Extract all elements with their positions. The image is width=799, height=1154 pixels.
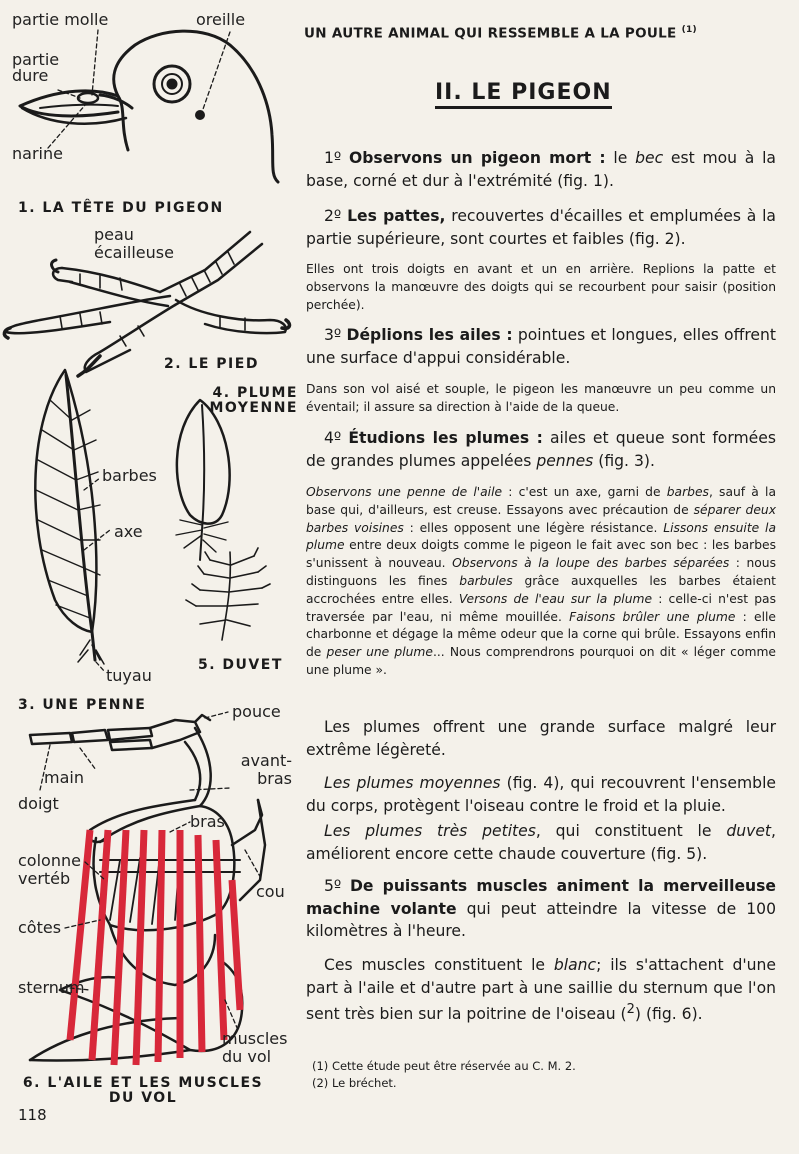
section-4-heading: Étudions les plumes : — [348, 429, 543, 447]
section-4 — [306, 427, 776, 472]
term-blanc: blanc — [553, 956, 597, 974]
section-3-text: pointues et longues, elles offrent une surface d'appui considérable. — [306, 326, 776, 367]
obs-segment: Observons à la loupe des barbes séparées — [452, 556, 730, 571]
section-2-number: 2º — [324, 207, 342, 225]
obs-segment: Lissons ensuite la plume — [306, 520, 776, 553]
paragraph-surface: Les plumes offrent une grande surface malgré leur extrême légèreté. — [306, 718, 776, 759]
section-5 — [306, 875, 776, 943]
obs-segment: : c'est un axe, garni de — [502, 485, 667, 499]
chapter-header-text: UN AUTRE ANIMAL QUI RESSEMBLE A LA POULE — [304, 25, 677, 42]
section-1-number: 1º — [324, 149, 342, 167]
section-1 — [306, 147, 776, 192]
footnote-ref-2: 2 — [626, 1002, 635, 1017]
paragraph-muscles-text-b: ; ils s'attachent d'une part à l'aile et d'autre part à une saillie du sternum que l'on sent très bien sur la poitrine de l'oiseau ( — [306, 956, 776, 1024]
obs-segment: peser une plume — [326, 645, 433, 660]
term-plumes-petites: Les plumes très petites — [324, 822, 536, 840]
obs-segment: : elles opposent une légère résistance. — [403, 520, 664, 535]
paragraph-plumes-petites-text-a: , qui constituent le — [535, 822, 727, 840]
caption-fig5: 5. DUVET — [198, 657, 283, 673]
section-2-text: recouvertes d'écailles et emplumées à la partie supérieure, sont courtes et faibles (fig. 2). — [306, 207, 776, 248]
label-avant-bras: avant-bras — [240, 751, 292, 788]
paragraph-plumes-petites — [306, 820, 776, 865]
obs-segment: ... Nous comprendrons pourquoi on dit « léger comme une plume ». — [306, 645, 776, 677]
section-1-heading: Observons un pigeon mort : — [349, 149, 606, 167]
label-oreille: oreille — [196, 10, 246, 29]
paragraph-muscles-text-a: Ces muscles constituent le — [324, 956, 554, 974]
paragraph-plumes-moyennes-text: (fig. 4), qui recouvrent l'ensemble du corps, protègent l'oiseau contre le froid et la pluie. — [306, 774, 776, 815]
label-narine: narine — [12, 144, 63, 163]
label-peau-ecailleuse: peau écailleuse — [94, 225, 174, 262]
chapter-header — [304, 25, 774, 42]
obs-segment: : nous distinguons les fines — [306, 556, 776, 588]
section-2 — [306, 205, 776, 250]
caption-fig4: 4. PLUME MOYENNE — [209, 385, 298, 416]
label-tuyau: tuyau — [106, 666, 152, 685]
plume-moyenne-drawing — [176, 400, 230, 560]
section-5-heading: De puissants muscles animent la merveilleuse machine volante — [306, 877, 776, 918]
obs-segment: entre deux doigts comme le pigeon le fait avec son bec : les barbes s'unissent à nouveau. — [306, 538, 776, 571]
caption-fig1: 1. LA TÊTE DU PIGEON — [18, 200, 224, 216]
illustration-column — [0, 0, 300, 1154]
section-2-heading: Les pattes, — [347, 207, 446, 225]
section-3-heading: Déplions les ailes : — [346, 326, 513, 344]
paragraph-plumes-petites-text-b: , améliorent encore cette chaude couverture (fig. 5). — [306, 822, 776, 863]
section-3-detail: Dans son vol aisé et souple, le pigeon les manœuvre un peu comme un éventail; il assure sa direction à l'aide de la queue. — [306, 382, 776, 414]
label-partie-dure: partie dure — [12, 50, 60, 85]
term-plumes-moyennes: Les plumes moyennes — [324, 774, 501, 792]
caption-fig2: 2. LE PIED — [164, 356, 259, 372]
label-axe: axe — [114, 522, 143, 541]
label-partie-molle: partie molle — [12, 10, 109, 29]
page-number: 118 — [18, 1106, 47, 1124]
obs-segment: Observons une penne de l'aile — [306, 485, 503, 499]
label-main: main — [44, 768, 84, 787]
section-5-number: 5º — [324, 877, 342, 895]
section-1-text-a: le — [605, 149, 636, 167]
term-duvet: duvet — [726, 822, 772, 840]
section-2-detail: Elles ont trois doigts en avant et un en arrière. Replions la patte et observons la manœuvre des doigts qui se recourbent pour saisir (position perchée). — [306, 262, 776, 312]
section-4-text-b: (fig. 3). — [593, 451, 655, 470]
label-sternum: sternum — [18, 978, 85, 997]
footnote-1: (1) Cette étude peut être réservée au C. M. 2. — [312, 1059, 576, 1073]
footnote-2: (2) Le bréchet. — [312, 1076, 397, 1090]
penne-feather-drawing — [35, 370, 104, 664]
label-bras: bras — [190, 812, 225, 831]
page-title: II. LE PIGEON — [435, 80, 612, 109]
obs-segment: , sauf à la base qui, d'ailleurs, est creuse. Essayons avec précaution de — [306, 485, 776, 517]
section-4-term-pennes: pennes — [536, 451, 594, 470]
obs-segment: : celle-ci n'est pas traversée par l'eau, ni même mouillée. — [306, 591, 776, 624]
section-4-number: 4º — [324, 429, 342, 447]
label-colonne-verteb: colonne vertéb — [18, 851, 81, 888]
section-4-text-a: ailes et queue sont formées de grandes plumes appelées — [306, 429, 776, 470]
caption-fig6: 6. L'AILE ET LES MUSCLES DU VOL — [22, 1075, 264, 1106]
obs-segment: Faisons brûler une plume — [569, 609, 736, 624]
obs-segment: grâce auxquelles les barbes étaient accrochées entre elles. — [306, 573, 776, 606]
obs-segment: barbules — [459, 573, 513, 588]
section-1-term-bec: bec — [635, 149, 664, 167]
obs-segment: séparer deux barbes voisines — [306, 502, 776, 535]
obs-segment: : elle charbonne et dégage la même odeur que la corne qui brûle. Essayons enfin de — [306, 609, 776, 660]
section-5-text: qui peut atteindre la vitesse de 100 kilomètres à l'heure. — [306, 899, 776, 940]
chapter-header-note: (1) — [681, 25, 697, 35]
observation-paragraph — [306, 484, 776, 680]
obs-segment: barbes — [666, 485, 709, 499]
section-3 — [306, 324, 776, 369]
section-3-number: 3º — [324, 326, 342, 344]
paragraph-plumes-moyennes — [306, 772, 776, 817]
label-cou: cou — [256, 882, 285, 901]
paragraph-muscles — [306, 954, 776, 1026]
label-cotes: côtes — [18, 918, 62, 937]
label-pouce: pouce — [232, 702, 281, 721]
head-leader-lines — [48, 30, 230, 148]
section-1-text-b: est mou à la base, corné et dur à l'extrémité (fig. 1). — [306, 149, 776, 190]
duvet-drawing — [186, 548, 270, 640]
label-doigt: doigt — [18, 794, 59, 813]
obs-segment: Versons de l'eau sur la plume — [458, 591, 653, 606]
caption-fig3: 3. UNE PENNE — [18, 697, 147, 713]
label-muscles-du-vol: muscles du vol — [222, 1029, 288, 1066]
paragraph-muscles-text-c: ) (fig. 6). — [634, 1005, 703, 1024]
label-barbes: barbes — [102, 466, 157, 485]
